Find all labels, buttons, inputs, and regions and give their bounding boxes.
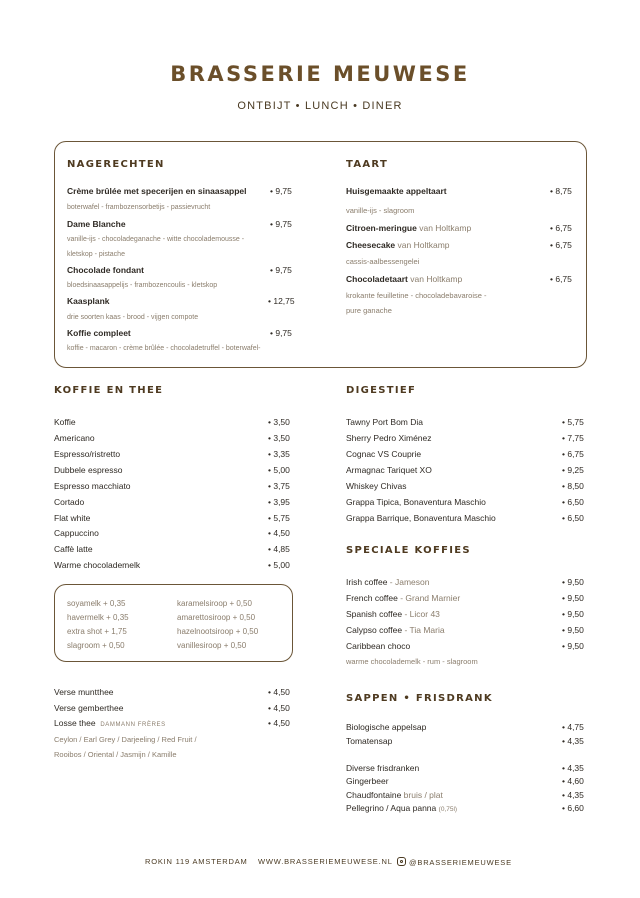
- koffie-item-price: • 5,75: [268, 513, 290, 523]
- extra-option: slagroom + 0,50: [67, 641, 125, 650]
- koffie-item-price: • 3,95: [268, 497, 290, 507]
- taart-item-price: • 8,75: [550, 186, 572, 196]
- thee-item-name: Verse muntthee: [54, 687, 114, 697]
- sappen-item-name: Tomatensap: [346, 736, 393, 746]
- sappen-item-price: • 4,35: [562, 736, 584, 746]
- speciale-item-name: French coffee - Grand Marnier: [346, 593, 461, 603]
- sappen-item-price: • 4,75: [562, 722, 584, 732]
- thee-desc: Ceylon / Earl Grey / Darjeeling / Red Fruit /: [54, 735, 197, 744]
- speciale-item-name: Spanish coffee - Licor 43: [346, 609, 440, 619]
- sappen-item-name: Biologische appelsap: [346, 722, 427, 732]
- dessert-item-price: • 9,75: [270, 219, 292, 229]
- koffie-item-name: Americano: [54, 433, 95, 443]
- digestief-item-price: • 5,75: [562, 417, 584, 427]
- dessert-item-price: • 9,75: [270, 265, 292, 275]
- speciale-item-price: • 9,50: [562, 609, 584, 619]
- speciale-item-price: • 9,50: [562, 577, 584, 587]
- meal-times: ONTBIJT • LUNCH • DINER: [237, 100, 403, 112]
- koffie-item-name: Espresso macchiato: [54, 481, 131, 491]
- digestief-item-price: • 8,50: [562, 481, 584, 491]
- digestief-item-name: Grappa Barrique, Bonaventura Maschio: [346, 513, 496, 523]
- taart-item-desc: vanille-ijs - slagroom: [346, 206, 415, 215]
- koffie-item-price: • 3,35: [268, 449, 290, 459]
- speciale-item-name: Irish coffee - Jameson: [346, 577, 430, 587]
- digestief-item-price: • 6,50: [562, 497, 584, 507]
- sappen-item-name: Diverse frisdranken: [346, 763, 420, 773]
- taart-item-name: Huisgemaakte appeltaart: [346, 186, 447, 196]
- thee-item-name: Losse thee DAMMANN FRÈRES: [54, 718, 166, 728]
- sappen-item-price: • 4,60: [562, 776, 584, 786]
- koffie-heading: KOFFIE EN THEE: [54, 385, 164, 396]
- extra-option: karamelsiroop + 0,50: [177, 599, 252, 608]
- footer-website[interactable]: WWW.BRASSERIEMEUWESE.NL: [258, 857, 393, 866]
- taart-item-name: Citroen-meringue van Holtkamp: [346, 223, 472, 233]
- taart-item-desc: krokante feuilletine - chocoladebavaroise -: [346, 291, 487, 300]
- sappen-item-price: • 4,35: [562, 790, 584, 800]
- koffie-item-name: Koffie: [54, 417, 76, 427]
- dessert-item-name: Crème brûlée met specerijen en sinaasappel: [67, 186, 247, 196]
- menu-header: [0, 62, 640, 112]
- dessert-item-desc: boterwafel - frambozensorbetijs - passievrucht: [67, 204, 211, 211]
- extra-option: havermelk + 0,35: [67, 613, 129, 622]
- sappen-item-name: Gingerbeer: [346, 776, 389, 786]
- koffie-item-name: Flat white: [54, 513, 91, 523]
- speciale-item-price: • 9,50: [562, 641, 584, 651]
- digestief-heading: DIGESTIEF: [346, 385, 417, 396]
- koffie-item-name: Cortado: [54, 497, 85, 507]
- speciale-desc: warme chocolademelk - rum - slagroom: [346, 657, 478, 666]
- dessert-item-desc: vanille-ijs - chocoladeganache - witte chocolademousse -: [67, 236, 245, 243]
- dessert-item-desc: drie soorten kaas - brood - vijgen compote: [67, 314, 199, 321]
- sappen-heading: SAPPEN • FRISDRANK: [346, 693, 493, 704]
- koffie-item-price: • 3,50: [268, 417, 290, 427]
- taart-heading: TAART: [346, 159, 389, 170]
- digestief-item-price: • 9,25: [562, 465, 584, 475]
- footer-address: ROKIN 119 AMSTERDAM: [145, 857, 248, 866]
- dessert-item-desc: kletskop - pistache: [67, 251, 125, 258]
- speciale-item-name: Caribbean choco: [346, 641, 411, 651]
- sappen-item-name: Pellegrino / Aqua panna (0,75l): [346, 803, 458, 813]
- sappen-item-price: • 4,35: [562, 763, 584, 773]
- koffie-item-name: Espresso/ristretto: [54, 449, 121, 459]
- taart-item-name: Cheesecake van Holtkamp: [346, 240, 450, 250]
- digestief-item-name: Armagnac Tariquet XO: [346, 465, 432, 475]
- extras-box: [54, 584, 293, 662]
- koffie-item-price: • 5,00: [268, 465, 290, 475]
- sappen-item-price: • 6,60: [562, 803, 584, 813]
- dessert-item-price: • 9,75: [270, 328, 292, 338]
- digestief-item-name: Tawny Port Bom Dia: [346, 417, 423, 427]
- taart-item-price: • 6,75: [550, 240, 572, 250]
- dessert-item-name: Chocolade fondant: [67, 265, 144, 275]
- digestief-item-name: Grappa Tipica, Bonaventura Maschio: [346, 497, 486, 507]
- taart-item-desc: cassis-aalbessengelei: [346, 257, 420, 266]
- taart-item-price: • 6,75: [550, 223, 572, 233]
- extra-option: vanillesiroop + 0,50: [177, 641, 247, 650]
- digestief-item-name: Whiskey Chivas: [346, 481, 407, 491]
- taart-item-desc: pure ganache: [346, 306, 392, 315]
- extra-option: amarettosiroop + 0,50: [177, 613, 256, 622]
- dessert-item-name: Dame Blanche: [67, 219, 126, 229]
- koffie-item-name: Cappuccino: [54, 528, 99, 538]
- koffie-item-name: Warme chocolademelk: [54, 560, 141, 570]
- digestief-item-price: • 6,75: [562, 449, 584, 459]
- digestief-item-price: • 6,50: [562, 513, 584, 523]
- speciale-item-price: • 9,50: [562, 593, 584, 603]
- tea-brand: DAMMANN FRÈRES: [100, 722, 166, 728]
- taart-item-name: Chocoladetaart van Holtkamp: [346, 274, 463, 284]
- dessert-item-desc: koffie - macaron - crème brûlée - chocoladetruffel - boterwafel-: [67, 345, 261, 352]
- footer-instagram[interactable]: @BRASSERIEMEUWESE: [397, 857, 512, 867]
- dessert-item-name: Koffie compleet: [67, 328, 131, 338]
- koffie-item-name: Caffè latte: [54, 544, 93, 554]
- extra-option: extra shot + 1,75: [67, 627, 127, 636]
- digestief-item-price: • 7,75: [562, 433, 584, 443]
- digestief-item-name: Sherry Pedro Ximénez: [346, 433, 432, 443]
- dessert-item-price: • 9,75: [270, 186, 292, 196]
- koffie-item-name: Dubbele espresso: [54, 465, 123, 475]
- extra-option: hazelnootsiroop + 0,50: [177, 627, 259, 636]
- koffie-item-price: • 4,85: [268, 544, 290, 554]
- restaurant-name: BRASSERIE MEUWESE: [170, 62, 470, 86]
- nagerechten-heading: NAGERECHTEN: [67, 159, 165, 170]
- koffie-item-price: • 4,50: [268, 528, 290, 538]
- instagram-icon: [397, 857, 406, 866]
- dessert-box: [54, 141, 587, 368]
- digestief-item-name: Cognac VS Couprie: [346, 449, 422, 459]
- koffie-item-price: • 3,75: [268, 481, 290, 491]
- extra-option: soyamelk + 0,35: [67, 599, 126, 608]
- taart-item-price: • 6,75: [550, 274, 572, 284]
- thee-item-price: • 4,50: [268, 703, 290, 713]
- sappen-item-name: Chaudfontaine bruis / plat: [346, 790, 443, 800]
- speciale-heading: SPECIALE KOFFIES: [346, 545, 471, 556]
- speciale-item-price: • 9,50: [562, 625, 584, 635]
- dessert-item-price: • 12,75: [268, 296, 295, 306]
- dessert-item-desc: bloedsinaasappelijs - frambozencoulis - kletskop: [67, 282, 218, 289]
- koffie-item-price: • 3,50: [268, 433, 290, 443]
- thee-item-price: • 4,50: [268, 687, 290, 697]
- speciale-item-name: Calypso coffee - Tia Maria: [346, 625, 445, 635]
- dessert-item-name: Kaasplank: [67, 296, 110, 306]
- koffie-item-price: • 5,00: [268, 560, 290, 570]
- thee-item-price: • 4,50: [268, 718, 290, 728]
- thee-item-name: Verse gemberthee: [54, 703, 124, 713]
- thee-desc: Rooibos / Oriental / Jasmijn / Kamille: [54, 750, 177, 759]
